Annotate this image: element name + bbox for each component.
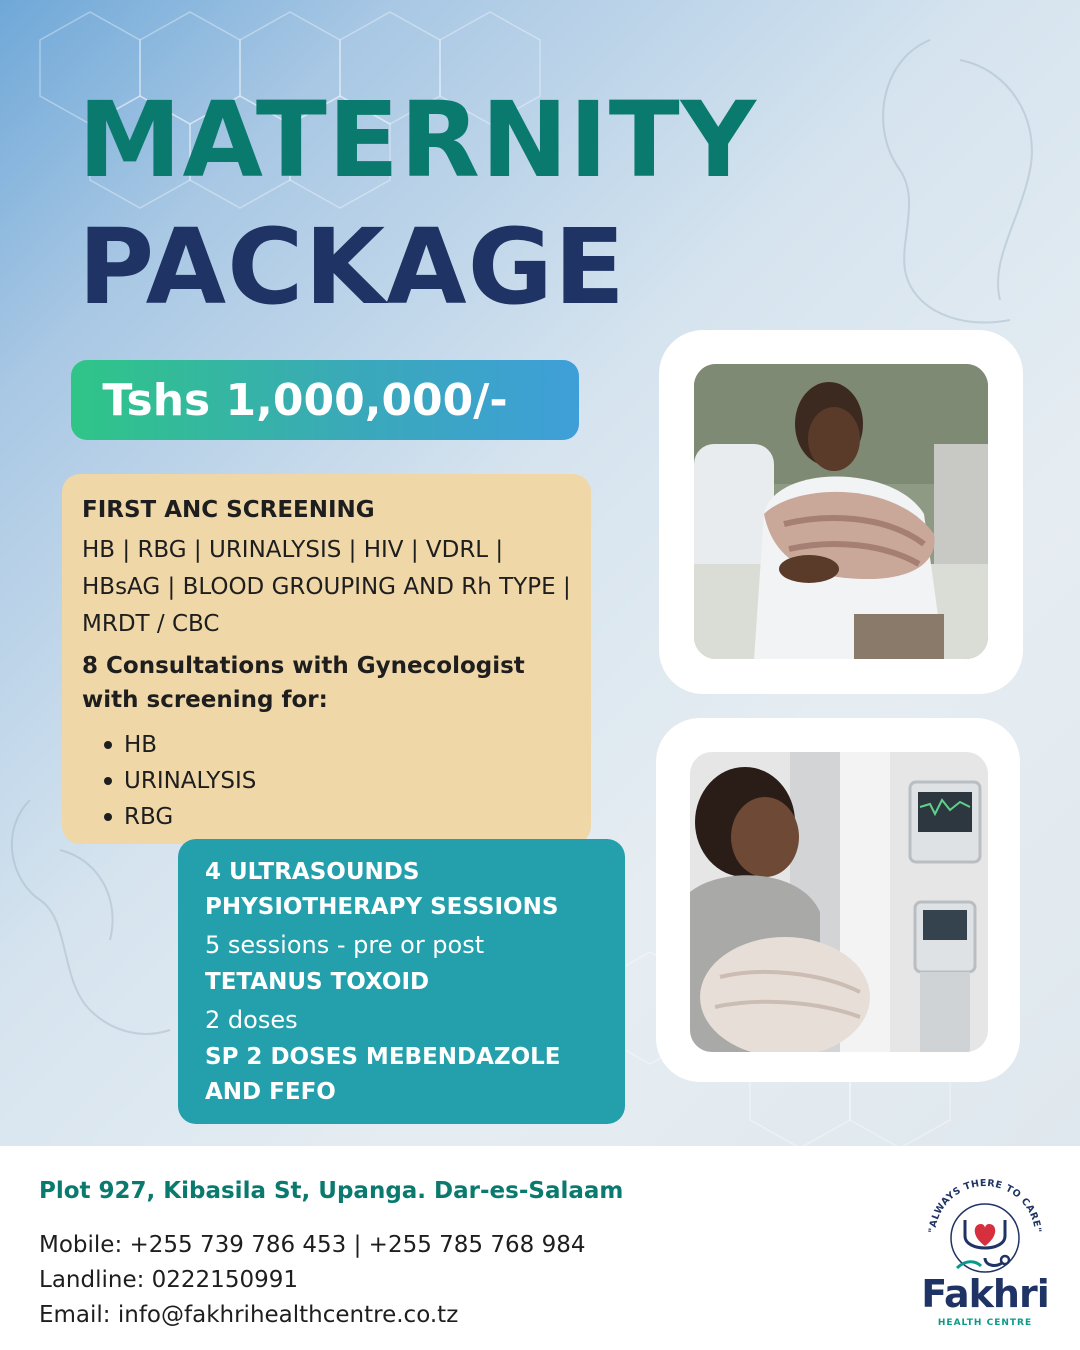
mother-holding-newborn-photo [694,364,988,659]
screening-item: HB [104,727,571,763]
logo-tagline: "ALWAYS THERE TO CARE" [927,1177,1043,1234]
sp-heading-line: SP 2 DOSES MEBENDAZOLE [205,1044,561,1070]
footer [0,1146,1080,1350]
consultation-heading-line: 8 Consultations with Gynecologist [82,652,525,679]
price-text: Tshs 1,000,000/- [102,374,508,426]
stethoscope-heart-icon [905,1176,1065,1276]
anc-tests-line: MRDT / CBC [82,610,220,637]
anc-tests-list [82,532,571,643]
svg-text:"ALWAYS THERE TO CARE" [927,1178,1043,1234]
physio-heading: PHYSIOTHERAPY SESSIONS [205,894,559,920]
email-text: Email: info@fakhrihealthcentre.co.tz [39,1302,459,1328]
consultation-heading [82,649,571,717]
anc-tests-line: HBsAG | BLOOD GROUPING AND Rh TYPE | [82,573,571,600]
pregnant-woman-ultrasound-photo [690,752,988,1052]
screening-item: URINALYSIS [104,763,571,799]
screening-item: RBG [104,799,571,835]
address-text: Plot 927, Kibasila St, Upanga. Dar-es-Salaam [39,1178,624,1204]
physio-detail: 5 sessions - pre or post [205,931,485,959]
anc-tests-line: HB | RBG | URINALYSIS | HIV | VDRL | [82,536,504,563]
sp-heading-line: AND FEFO [205,1079,336,1105]
anc-heading: FIRST ANC SCREENING [82,497,375,523]
title-line-maternity: MATERNITY [78,79,757,201]
logo-name: Fakhri [921,1272,1049,1316]
services-box [178,839,625,1124]
photo-frame-mother [659,330,1023,694]
fakhri-logo [905,1176,1065,1336]
ultrasounds-heading: 4 ULTRASOUNDS [205,859,420,885]
price-badge [71,360,579,440]
tetanus-heading: TETANUS TOXOID [205,969,430,995]
mobile-text: Mobile: +255 739 786 453 | +255 785 768 984 [39,1232,586,1258]
tetanus-detail: 2 doses [205,1006,298,1034]
landline-text: Landline: 0222150991 [39,1267,298,1293]
screening-bullet-list [82,727,571,835]
consultation-heading-line: with screening for: [82,686,328,713]
anc-screening-box [62,474,591,844]
logo-subtitle: HEALTH CENTRE [937,1318,1033,1328]
title-line-package: PACKAGE [78,206,626,328]
photo-frame-pregnant [656,718,1020,1082]
